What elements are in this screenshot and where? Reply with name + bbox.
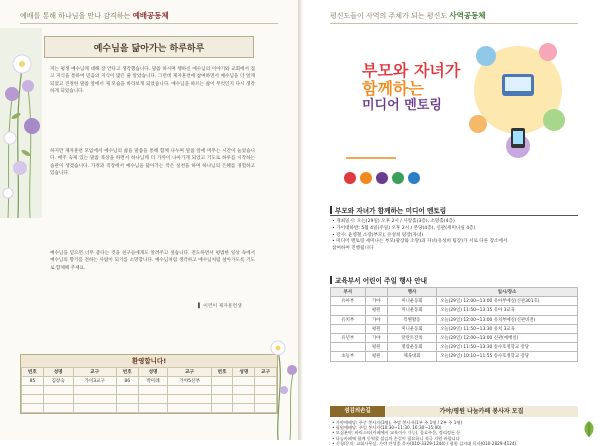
schedule-cell: 오늘(29일) 11:50~13:30 송수호정학교 강당 [437, 343, 578, 352]
welcome-cell [73, 395, 116, 404]
list-item: • 평원예배당: 주일 봉사자(10:30~11:30, 16:30~15:00) [332, 425, 442, 431]
table-row [331, 315, 578, 324]
schedule-header-cell: 부서 [331, 288, 366, 297]
right-page [302, 0, 600, 446]
welcome-cell [211, 395, 233, 404]
hero-line-3: 미디어 멘토링 [362, 98, 442, 113]
schedule-header-cell: 행사 [387, 288, 436, 297]
schedule-cell: 미니운동회 [387, 306, 436, 315]
welcome-cell [43, 386, 73, 395]
welcome-cell: 박미례 [138, 377, 168, 386]
table-row [331, 306, 578, 315]
welcome-header-cell: 번호 [22, 368, 44, 377]
left-page [0, 0, 298, 440]
schedule-cell: 가야 [365, 297, 387, 306]
welcome-header-cell: 번호 [211, 368, 233, 377]
welcome-cell [168, 395, 211, 404]
section-marker [330, 206, 332, 214]
list-item: • 강사: 윤영철 소장(부모), 유성희 팀장(자녀) [332, 232, 424, 238]
volunteer-banner [330, 406, 578, 417]
list-item: 참여하여 진행됩니다 [332, 246, 374, 252]
welcome-cell [116, 395, 138, 404]
schedule-cell: 평원 [365, 324, 387, 333]
welcome-cell: 가야5선부 [168, 377, 211, 386]
schedule-cell: 오늘(29일) 11:50~13:30 유치 3교육 [437, 324, 578, 333]
right-header-section: 사역공동체 [449, 11, 486, 20]
schedule-cell: 오늘(29일) 12:00~13:00 유아부예실(신관301호) [437, 297, 578, 306]
welcome-cell: 김창숙 [43, 377, 73, 386]
schedule-cell [331, 343, 366, 352]
hero-title [362, 62, 482, 114]
schedule-cell: 가야 [365, 315, 387, 324]
welcome-header-cell: 교구 [255, 368, 277, 377]
schedule-cell: 오늘(29일) 12:00~13:00 신관(예배실) [437, 333, 578, 342]
volunteer-tag: 섬김의손길 [330, 406, 385, 417]
schedule-cell: 평원 [365, 306, 387, 315]
welcome-cell [138, 395, 168, 404]
section-rule [330, 215, 578, 216]
welcome-cell [22, 404, 44, 413]
schedule-cell: 유치부 [331, 315, 366, 324]
welcome-cell [43, 395, 73, 404]
article-paragraph: 하지만 제자훈련 모임에서 예수님의 삶을 말씀을 통해 함께 나누며 말씀 앞에 머무는 시간이 늘었습니다. 매주 숙제 있는 말씀 묵상을 하면서 하나님께 더 가까이 나아가게 되었고 기도로 하루를 시작하는 습관이 생겼습니다. 가정과 직장에서 예수님을 닮아가는 작은 실천을 하며 하나님의 은혜를 경험하고 있습니다. [50, 149, 255, 177]
welcome-cell [138, 386, 168, 395]
left-header-prefix: 예배를 통해 하나님을 만나 감격하는 [20, 12, 133, 20]
list-item: • 모집분야: 바리스타(카페에서 교육이수 가능), 음료주문, 정리정돈 등 [332, 430, 461, 436]
welcome-header-cell: 교구 [168, 368, 211, 377]
table-row [331, 352, 578, 361]
welcome-header-cell: 성명 [233, 368, 255, 377]
section-marker [330, 276, 332, 284]
section-heading-text: 교육부서 어린이 주일 행사 안내 [335, 277, 427, 285]
welcome-cell [168, 404, 211, 413]
schedule-cell: 평원 [365, 352, 387, 361]
flower-illustration-bottom [238, 330, 298, 440]
right-page-header [330, 10, 486, 21]
article-paragraph: 저는 평생 예수님께 대해 잘 안다고 생각했습니다. 말씀 하시며 행하신 예수님의 이야기와 교회에서 접고 지식을 통하여 믿음의 지식이 많은 줄 알았습니다. 그런데 제자훈련에 참여하면서 예수님을 더 알게 되었고 진정한 말씀 앞에서 제 모습을 바라보게 되었습니다. 예수님을 따르는 삶이 무엇인지 다시 생각하게 되었습니다. [50, 67, 255, 95]
schedule-cell: 특별활동 [387, 315, 436, 324]
table-row [331, 333, 578, 342]
welcome-cell: 85 [22, 377, 44, 386]
schedule-cell: 가야 [365, 333, 387, 342]
welcome-cell [116, 404, 138, 413]
schedule-header-cell [365, 288, 387, 297]
schedule-cell: 오늘(29일) 12:00~13:00 유치부예실(신관비전) [437, 315, 578, 324]
schedule-cell: 명랑운동회 [387, 343, 436, 352]
article-source: ▌ 이런이 제자훈련생 [198, 304, 242, 309]
schedule-cell: 초등부 [331, 352, 366, 361]
list-item: • 신청/문의: 교회사무실, 가야 안성종 목사(010-3329-1244) / 평원 김지태 목사(010-2829-4124) [332, 440, 517, 446]
hero-banner [326, 28, 578, 193]
article-paragraph: 예수님을 믿으면 너무 좋다는 것을 친구들에게도 알려주고 싶습니다. 전도하면서 평범한 일상 속에서 예수님의 향기를 전하는 사람이 되기를 소망합니다. 예수님처럼 생각하고 예수님처럼 살아가도록 기도로 함께해 주세요. [50, 251, 255, 271]
section-heading-text: 부모와 자녀가 함께하는 미디어 멘토링 [335, 207, 447, 215]
welcome-header-cell: 성명 [43, 368, 73, 377]
leaf-icon [580, 420, 598, 438]
section-heading-childrens-day [330, 275, 427, 285]
table-row [331, 297, 578, 306]
welcome-header-cell: 번호 [116, 368, 138, 377]
welcome-cell [211, 377, 233, 386]
schedule-cell [331, 306, 366, 315]
welcome-cell [211, 404, 233, 413]
schedule-cell: 유아부 [331, 297, 366, 306]
article-title-box [44, 36, 254, 58]
welcome-title: 환영합니다! [21, 355, 277, 367]
schedule-header-row [331, 288, 578, 297]
welcome-header-cell: 교구 [73, 368, 116, 377]
list-item: • 미디어 멘토링 세미나는 부모(광장와 소망)과 자녀(유성희 팀장)가 서로 다른 장소에서 [332, 239, 508, 245]
welcome-cell: 86 [116, 377, 138, 386]
section-heading-media-mentoring [330, 205, 446, 215]
welcome-header-cell: 성명 [138, 368, 168, 377]
list-item: • 나눔카페에 함께 동역할 섬김의 손길이 필요하니 적극 지원 바랍니다 [332, 435, 460, 441]
schedule-cell: 미니운동회 [387, 297, 436, 306]
hero-line-2: 함께하는 [362, 79, 424, 98]
event-schedule-table [330, 287, 578, 362]
schedule-header-cell: 일시/장소 [437, 288, 578, 297]
table-row [331, 324, 578, 333]
list-item: • 가이대하반: 5월 4일(주일) 오후 2시 / 본당(4층), 신관(세미나실 4층) [332, 225, 476, 231]
schedule-cell: 체육대회 [387, 352, 436, 361]
right-header-rule [330, 23, 578, 24]
article-title: 예수님을 닮아가는 하루하루 [93, 43, 205, 54]
schedule-cell: 평원 [365, 343, 387, 352]
volunteer-title: 가야/평원 나눔카페 봉사자 모집 [385, 406, 578, 417]
table-row [331, 343, 578, 352]
right-header-prefix: 평신도들이 사역의 주체가 되는 평신도 [330, 12, 450, 20]
schedule-cell: 유년부 [331, 333, 366, 342]
welcome-cell [22, 386, 44, 395]
welcome-cell [22, 395, 44, 404]
hero-line-1: 부모와 자녀가 [362, 61, 461, 80]
welcome-cell [73, 386, 116, 395]
welcome-cell [116, 386, 138, 395]
welcome-cell [43, 404, 73, 413]
list-item: • 개최일시: 오는(29일) 오후 2시 / 사랑홀(3층), 소망홀(4층) [332, 219, 455, 224]
schedule-cell [331, 324, 366, 333]
media-mentoring-list [332, 219, 577, 253]
left-page-header [20, 10, 169, 21]
list-item: • 가야예배당: 주중 봉사자(3명), 주말 봉사자(1부 주 1명 / 2부 주 1명) [332, 420, 463, 425]
flower-illustration [0, 28, 42, 218]
schedule-cell: 오늘(29일) 10:10~11:55 송수호정학교 강당 [437, 352, 578, 361]
welcome-cell [168, 386, 211, 395]
welcome-cell [73, 404, 116, 413]
left-header-section: 예배공동체 [132, 11, 169, 20]
schedule-cell: 달란트잔치 [387, 333, 436, 342]
welcome-cell: 가이3교구 [73, 377, 116, 386]
schedule-cell: 미니운동회 [387, 324, 436, 333]
volunteer-list [332, 420, 577, 446]
welcome-cell [138, 404, 168, 413]
schedule-cell: 오늘(29일) 11:50~13:15 유아 3교육 [437, 306, 578, 315]
welcome-cell [211, 386, 233, 395]
left-header-rule [20, 23, 278, 24]
